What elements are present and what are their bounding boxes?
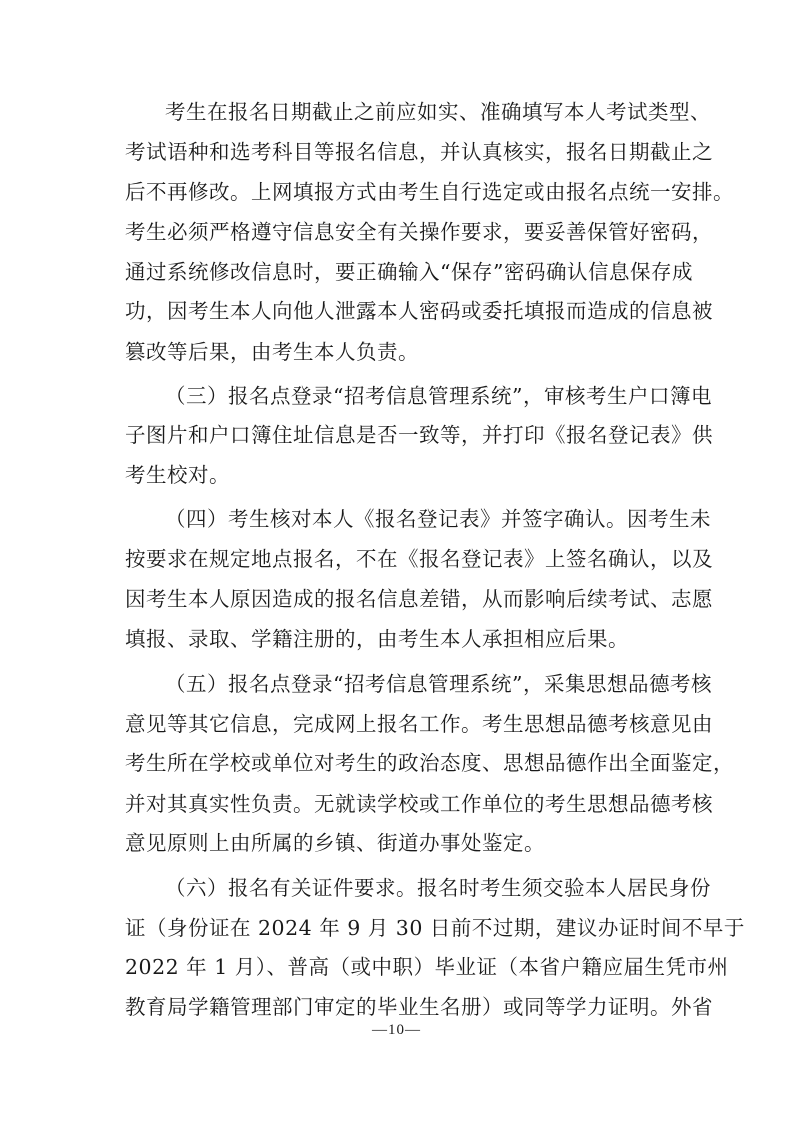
text-line: 后不再修改。上网填报方式由考生自行选定或由报名点统一安排。	[125, 180, 734, 204]
text-line: 2022 年 1 月）、普高（或中职）毕业证（本省户籍应届生凭市州	[125, 955, 729, 979]
text-line: 因考生本人原因造成的报名信息差错，从而影响后续考试、志愿	[125, 587, 713, 611]
text-line: 意见等其它信息，完成网上报名工作。考生思想品德考核意见由	[125, 712, 713, 736]
text-line: 教育局学籍管理部门审定的毕业生名册）或同等学力证明。外省	[125, 995, 713, 1019]
text-line: （四）考生核对本人《报名登记表》并签字确认。因考生未	[165, 507, 711, 531]
text-line: 填报、录取、学籍注册的，由考生本人承担相应后果。	[125, 627, 629, 651]
text-line: 意见原则上由所属的乡镇、街道办事处鉴定。	[125, 831, 545, 855]
text-line: （三）报名点登录“招考信息管理系统”，审核考生户口簿电	[165, 384, 712, 408]
text-line: （五）报名点登录“招考信息管理系统”，采集思想品德考核	[165, 672, 712, 696]
text-line: 按要求在规定地点报名，不在《报名登记表》上签名确认，以及	[125, 547, 713, 571]
text-line: 考试语种和选考科目等报名信息，并认真核实，报名日期截止之	[125, 140, 713, 164]
text-line: 考生所在学校或单位对考生的政治态度、思想品德作出全面鉴定，	[125, 751, 734, 775]
text-line: 通过系统修改信息时，要正确输入“保存”密码确认信息保存成	[125, 260, 693, 284]
text-line: （六）报名有关证件要求。报名时考生须交验本人居民身份	[165, 876, 711, 900]
text-line: 功，因考生本人向他人泄露本人密码或委托填报而造成的信息被	[125, 299, 713, 323]
text-line: 子图片和户口簿住址信息是否一致等，并打印《报名登记表》供	[125, 423, 713, 447]
text-line: 考生校对。	[125, 463, 230, 487]
text-line: 并对其真实性负责。无就读学校或工作单位的考生思想品德考核	[125, 792, 713, 816]
text-line: 篡改等后果，由考生本人负责。	[125, 340, 419, 364]
text-line: 证（身份证在 2024 年 9 月 30 日前不过期，建议办证时间不早于	[125, 916, 745, 940]
text-line: 考生在报名日期截止之前应如实、准确填写本人考试类型、	[165, 100, 711, 124]
text-line: 考生必须严格遵守信息安全有关操作要求，要妥善保管好密码，	[125, 220, 713, 244]
page-number: —10—	[372, 1022, 421, 1038]
